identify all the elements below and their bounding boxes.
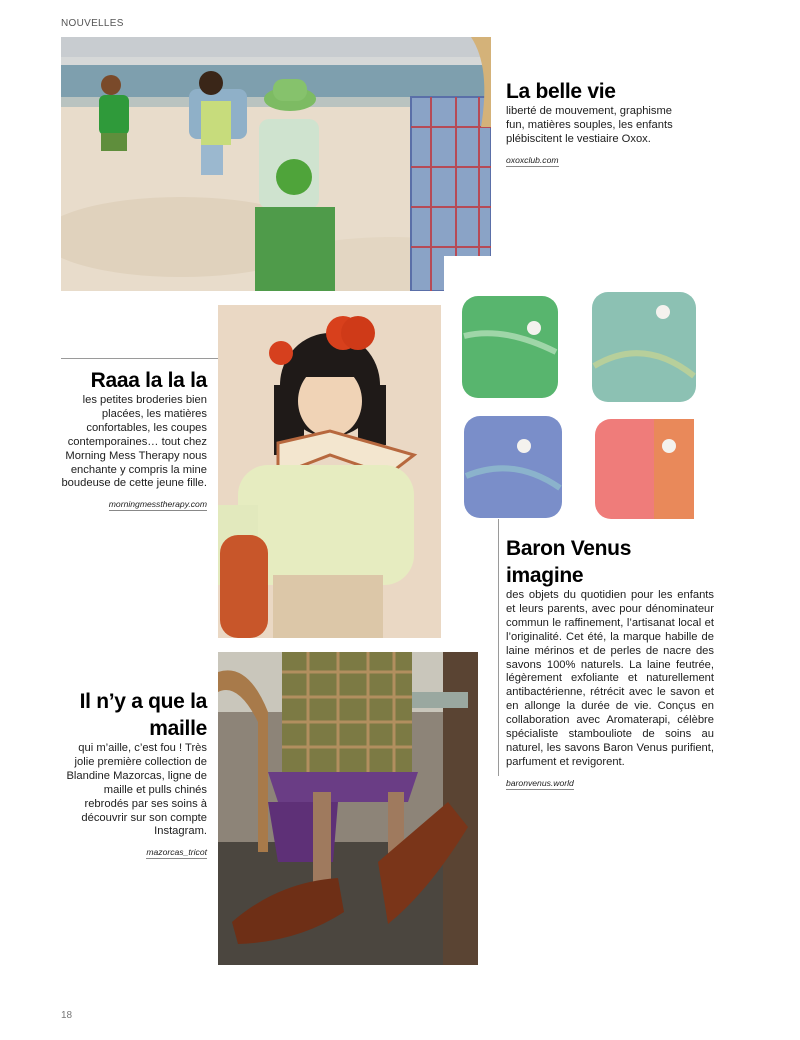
beach-children-photo <box>61 37 491 291</box>
article-title: La belle vie <box>506 80 616 103</box>
felt-soaps-photo <box>444 256 731 536</box>
page-number: 18 <box>61 1010 73 1021</box>
girl-portrait-photo <box>218 305 441 638</box>
article-maille <box>61 688 207 860</box>
vertical-rule <box>498 519 499 776</box>
article-title: Il n’y a que la maille <box>79 690 207 740</box>
article-credit-link[interactable]: mazorcas_tricot <box>146 847 207 858</box>
article-baron-venus <box>506 535 714 791</box>
article-belle-vie <box>506 78 686 168</box>
article-title: Baron Venus imagine <box>506 537 632 587</box>
article-credit-link[interactable]: morningmesstherapy.com <box>108 499 207 510</box>
article-title: Raaa la la la <box>90 369 207 392</box>
article-raaa <box>61 367 207 512</box>
article-body: qui m’aille, c’est fou ! Très jolie première collection de Blandine Mazorcas, ligne de maille et pulls chinés rebrodés par ses soins à découvrir sur son compte Instagram. <box>66 742 207 838</box>
article-body: liberté de mouvement, graphisme fun, matières souples, les enfants plébiscitent le vestiaire Oxox. <box>506 105 673 145</box>
article-body: les petites broderies bien placées, les matières confortables, les coupes contemporaines… tout chez Morning Mess Therapy nous enchante y compris la mine boudeuse de cette jeune fille. <box>61 394 207 490</box>
article-credit-link[interactable]: baronvenus.world <box>506 777 574 788</box>
divider-rule <box>61 358 218 359</box>
section-label: NOUVELLES <box>61 18 124 29</box>
knitwear-photo <box>218 652 478 965</box>
article-credit-link[interactable]: oxoxclub.com <box>506 154 559 165</box>
article-body: des objets du quotidien pour les enfants et leurs parents, avec pour dénominateur commun le raffinement, l’artisanat local et l’originalité. Cet été, la marque habille de laine mérinos et de perles de nacre des savons 100% naturels. La laine feutrée, légèrement exfoliante et naturellement antibactérienne, rétrécit avec le savon et en allonge la durée de vie. Conçus en collaboration avec Aromaterapi, célèbre spécialiste stambouliote de soins au naturel, les savons Baron Venus purifient, parfument et revigorent. <box>506 589 714 768</box>
